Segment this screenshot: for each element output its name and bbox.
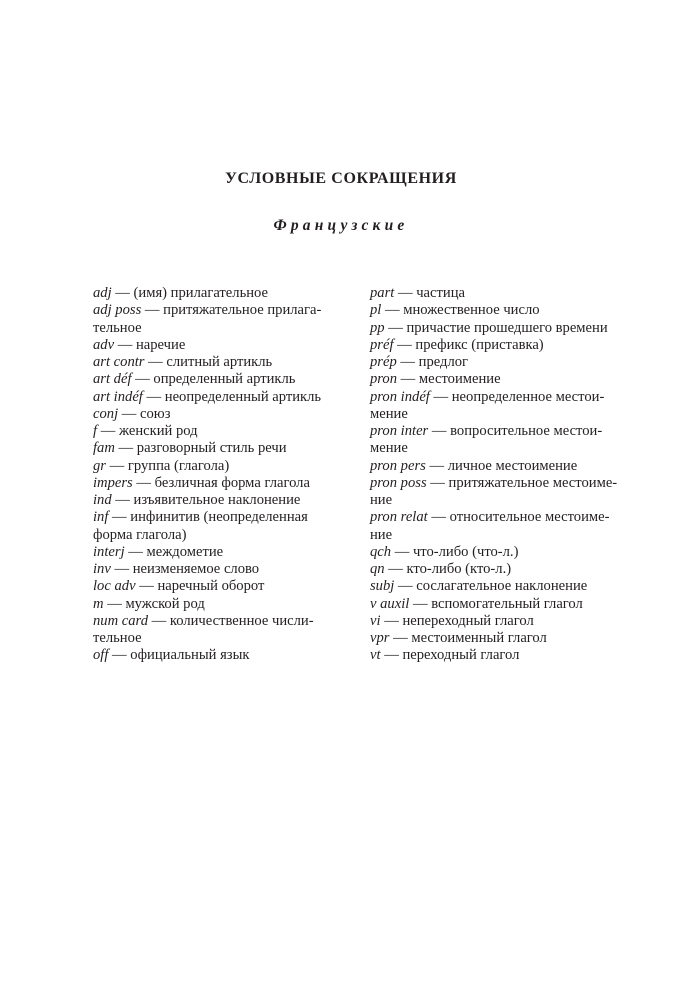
separator-dash: — xyxy=(394,578,417,595)
abbreviation-definition: что-либо (что-л.) xyxy=(412,543,519,560)
abbreviation-definition: личное местоимение xyxy=(447,457,578,474)
abbreviation-term: loc adv xyxy=(93,578,136,595)
abbreviation-entry xyxy=(93,578,343,595)
abbreviation-term: vpr xyxy=(370,630,390,646)
abbreviation-definition: определенный артикль xyxy=(153,371,296,388)
abbreviation-definition: наречный оборот xyxy=(157,578,265,595)
abbreviation-term: pron relat xyxy=(370,509,428,526)
abbreviation-term: qn xyxy=(370,561,385,577)
abbreviation-term: part xyxy=(370,285,395,301)
abbreviation-definition: мужской род xyxy=(125,595,205,612)
entry-continuation: ние xyxy=(370,492,393,508)
abbreviation-entry xyxy=(93,509,343,526)
abbreviation-entry xyxy=(93,371,343,388)
entry-continuation: мение xyxy=(370,440,408,457)
separator-dash: — xyxy=(148,612,170,629)
separator-dash: — xyxy=(144,354,167,370)
abbreviation-definition: количественное числи- xyxy=(169,612,314,629)
abbreviation-entry xyxy=(93,406,343,423)
abbreviation-term: ind xyxy=(93,492,112,508)
separator-dash: — xyxy=(391,543,413,560)
abbreviation-entry xyxy=(370,423,625,440)
entry-continuation: мение xyxy=(370,405,408,422)
separator-dash: — xyxy=(97,423,119,439)
entry-continuation: ние xyxy=(370,526,393,543)
abbreviation-term: gr xyxy=(93,457,106,474)
abbreviation-definition: (имя) прилагательное xyxy=(133,285,268,301)
abbreviation-entry xyxy=(93,354,343,371)
entry-continuation: тельное xyxy=(93,319,142,336)
abbreviation-definition: притяжательное прилага- xyxy=(163,302,322,319)
abbreviation-entry xyxy=(93,596,343,613)
abbreviation-term: m xyxy=(93,595,104,612)
abbreviation-entry xyxy=(370,320,625,337)
separator-dash: — xyxy=(389,630,412,646)
separator-dash: — xyxy=(394,285,417,301)
separator-dash: — xyxy=(428,423,451,439)
abbreviation-term: pron poss xyxy=(370,474,427,491)
abbreviation-definition: официальный язык xyxy=(130,647,250,664)
abbreviation-definition: относительное местоиме- xyxy=(449,509,610,526)
abbreviation-definition: сослагательное наклонение xyxy=(416,578,588,595)
abbreviation-term: interj xyxy=(93,543,125,560)
abbreviation-term: f xyxy=(93,423,98,439)
abbreviation-entry xyxy=(93,458,343,475)
abbreviation-definition: непереходный глагол xyxy=(402,612,534,629)
separator-dash: — xyxy=(108,509,131,526)
abbreviation-definition: неопределенное местои- xyxy=(451,388,605,405)
abbreviation-term: pron inter xyxy=(370,423,429,439)
abbreviation-term: inf xyxy=(93,509,109,526)
abbreviation-definition: частица xyxy=(416,285,465,301)
section-subtitle: Французские xyxy=(273,217,409,234)
abbreviation-entry xyxy=(93,492,343,509)
separator-dash: — xyxy=(108,647,131,664)
separator-dash: — xyxy=(132,474,155,491)
separator-dash: — xyxy=(396,354,419,370)
separator-dash: — xyxy=(427,509,450,526)
abbreviation-term: préf xyxy=(370,336,394,353)
abbreviation-definition: неопределенный артикль xyxy=(164,388,322,405)
abbreviation-term: adj poss xyxy=(93,302,142,319)
abbreviation-term: adv xyxy=(93,336,115,353)
separator-dash: — xyxy=(111,285,134,301)
abbreviation-definition: наречие xyxy=(135,336,186,353)
separator-dash: — xyxy=(425,457,448,474)
separator-dash: — xyxy=(381,302,404,319)
abbreviation-term: prép xyxy=(370,354,397,370)
entry-continuation: форма глагола) xyxy=(93,526,187,543)
abbreviation-term: subj xyxy=(370,578,395,595)
abbreviation-term: conj xyxy=(93,405,119,422)
entry-continuation: тельное xyxy=(93,630,142,646)
abbreviation-entry xyxy=(370,509,625,526)
separator-dash: — xyxy=(135,578,158,595)
abbreviation-term: pron pers xyxy=(370,457,426,474)
abbreviation-definition: вопросительное местои- xyxy=(450,423,603,439)
abbreviation-term: impers xyxy=(93,474,133,491)
separator-dash: — xyxy=(110,561,133,577)
abbreviation-list-right xyxy=(370,285,625,665)
abbreviation-term: num card xyxy=(93,612,148,629)
abbreviation-definition: предлог xyxy=(418,354,469,370)
abbreviation-term: adj xyxy=(93,285,112,301)
abbreviation-term: pp xyxy=(370,319,385,336)
abbreviation-term: v auxil xyxy=(370,595,410,612)
abbreviation-definition: изъявительное наклонение xyxy=(133,492,301,508)
abbreviation-entry xyxy=(370,647,625,664)
separator-dash: — xyxy=(397,371,419,388)
abbreviation-definition: безличная форма глагола xyxy=(154,474,310,491)
abbreviation-definition: переходный глагол xyxy=(402,647,520,664)
abbreviation-term: vi xyxy=(370,612,381,629)
abbreviation-entry xyxy=(93,285,343,302)
abbreviation-definition: причастие прошедшего времени xyxy=(406,319,608,336)
separator-dash: — xyxy=(118,405,141,422)
separator-dash: — xyxy=(131,371,154,388)
abbreviation-entry xyxy=(93,613,343,630)
abbreviation-term: qch xyxy=(370,543,392,560)
page-title: УСЛОВНЫЕ СОКРАЩЕНИЯ xyxy=(225,170,457,187)
abbreviation-term: inv xyxy=(93,561,111,577)
separator-dash: — xyxy=(426,474,449,491)
abbreviation-definition: союз xyxy=(140,405,171,422)
abbreviation-definition: притяжательное местоиме- xyxy=(448,474,618,491)
abbreviation-entry xyxy=(370,475,625,492)
abbreviation-definition: разговорный стиль речи xyxy=(136,440,287,457)
abbreviation-term: pron xyxy=(370,371,398,388)
abbreviation-definition: вспомогательный глагол xyxy=(431,595,583,612)
abbreviation-definition: группа (глагола) xyxy=(127,457,230,474)
abbreviation-entry xyxy=(93,302,343,319)
abbreviation-definition: неизменяемое слово xyxy=(132,561,260,577)
abbreviation-entry xyxy=(370,285,625,302)
abbreviation-entry xyxy=(370,337,625,354)
abbreviation-term: art déf xyxy=(93,371,132,388)
abbreviation-entry xyxy=(370,630,625,647)
abbreviation-definition: местоименный глагол xyxy=(411,630,547,646)
abbreviation-definition: местоимение xyxy=(418,371,501,388)
abbreviation-entry xyxy=(370,561,625,578)
abbreviation-definition: женский род xyxy=(118,423,198,439)
abbreviation-definition: слитный артикль xyxy=(166,354,273,370)
abbreviation-entry xyxy=(370,544,625,561)
abbreviation-entry xyxy=(93,475,343,492)
separator-dash: — xyxy=(409,595,432,612)
separator-dash: — xyxy=(124,543,147,560)
abbreviation-term: pl xyxy=(370,302,382,319)
abbreviation-entry xyxy=(370,371,625,388)
separator-dash: — xyxy=(114,336,136,353)
abbreviation-entry xyxy=(93,389,343,406)
abbreviation-entry xyxy=(370,596,625,613)
abbreviation-entry xyxy=(370,613,625,630)
separator-dash: — xyxy=(380,612,403,629)
abbreviation-list-left xyxy=(93,285,343,665)
abbreviation-definition: инфинитив (неопределенная xyxy=(130,509,308,526)
abbreviation-entry xyxy=(93,647,343,664)
abbreviation-entry xyxy=(370,458,625,475)
abbreviation-entry xyxy=(370,354,625,371)
abbreviation-entry xyxy=(370,578,625,595)
separator-dash: — xyxy=(142,388,165,405)
abbreviation-term: pron indéf xyxy=(370,388,430,405)
abbreviation-term: vt xyxy=(370,647,381,664)
abbreviation-definition: кто-либо (кто-л.) xyxy=(406,561,512,577)
abbreviation-term: fam xyxy=(93,440,115,457)
separator-dash: — xyxy=(384,319,407,336)
abbreviation-definition: множественное число xyxy=(403,302,540,319)
separator-dash: — xyxy=(429,388,452,405)
separator-dash: — xyxy=(141,302,164,319)
abbreviation-definition: префикс (приставка) xyxy=(415,336,544,353)
abbreviation-term: off xyxy=(93,647,109,664)
abbreviation-entry xyxy=(93,440,343,457)
abbreviation-entry xyxy=(370,389,625,406)
abbreviation-entry xyxy=(93,423,343,440)
separator-dash: — xyxy=(114,440,137,457)
separator-dash: — xyxy=(380,647,403,664)
separator-dash: — xyxy=(111,492,134,508)
separator-dash: — xyxy=(393,336,416,353)
separator-dash: — xyxy=(384,561,407,577)
abbreviation-definition: междометие xyxy=(146,543,224,560)
abbreviation-entry xyxy=(93,337,343,354)
abbreviation-entry xyxy=(93,544,343,561)
abbreviation-term: art contr xyxy=(93,354,145,370)
abbreviation-entry xyxy=(93,561,343,578)
separator-dash: — xyxy=(103,595,126,612)
abbreviation-entry xyxy=(370,302,625,319)
abbreviation-term: art indéf xyxy=(93,388,143,405)
separator-dash: — xyxy=(105,457,128,474)
